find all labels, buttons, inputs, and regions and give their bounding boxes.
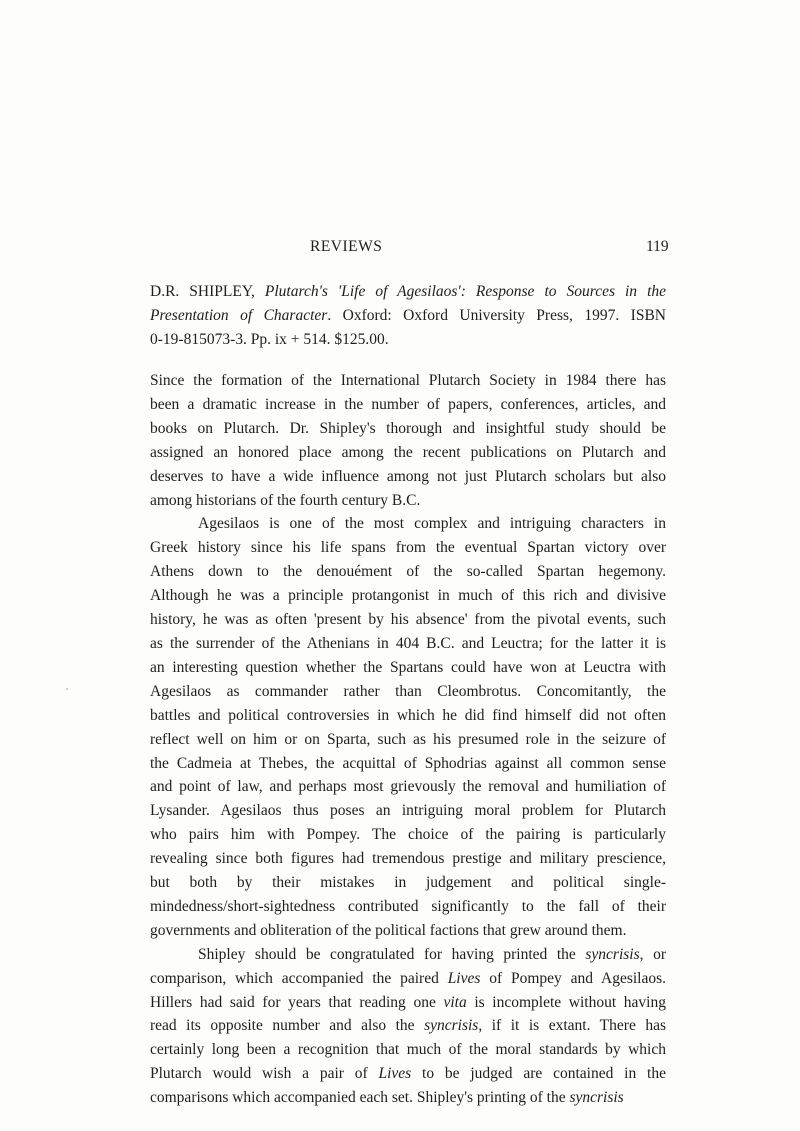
scan-speck [66, 688, 68, 690]
text-line: Although he was a principle protangonist in much of this rich and divisive [150, 587, 666, 605]
text-line: among historians of the fourth century B.C. [150, 491, 421, 509]
text-line: certainly long been a recognition that much of the moral standards by which [150, 1041, 666, 1059]
text-line: Greek history since his life spans from the eventual Spartan victory over [150, 539, 666, 557]
text-line: battles and political controversies in which he did find himself did not often [150, 706, 666, 724]
text-line: comparisons which accompanied each set. Shipley's printing of the syncrisis [150, 1089, 624, 1107]
text-line: Athens down to the denouément of the so-called Spartan hegemony. [150, 563, 666, 581]
text-line: Shipley should be congratulated for having printed the syncrisis, or [198, 945, 667, 963]
text-line: revealing since both figures had tremendous prestige and military prescience, [150, 850, 666, 868]
text-line: Hillers had said for years that reading one vita is incomplete without having [150, 993, 666, 1011]
text-line: as the surrender of the Athenians in 404 B.C. and Leuctra; for the latter it is [150, 634, 666, 652]
text-line: governments and obliteration of the political factions that grew around them. [150, 921, 627, 939]
citation-publisher: . Oxford: Oxford University Press, 1997. ISBN [327, 306, 666, 324]
text-line: but both by their mistakes in judgement and political single- [150, 874, 666, 892]
text-line: Plutarch would wish a pair of Lives to be judged are contained in the [150, 1065, 666, 1083]
text-line: Agesilaos is one of the most complex and intriguing characters in [198, 515, 666, 533]
text-line: read its opposite number and also the syncrisis, if it is extant. There has [150, 1017, 666, 1035]
text-line: been a dramatic increase in the number of papers, conferences, articles, and [150, 395, 666, 413]
paragraph [150, 512, 666, 942]
citation-line: 0-19-815073-3. Pp. ix + 514. $125.00. [150, 330, 389, 348]
paragraph [150, 369, 666, 512]
citation-title: Presentation of Character [150, 306, 328, 324]
text-line: history, he was as often 'present by his absence' from the pivotal events, such [150, 611, 666, 629]
text-line: Lysander. Agesilaos thus poses an intriguing moral problem for Plutarch [150, 802, 666, 820]
text-line: Agesilaos as commander rather than Cleombrotus. Concomitantly, the [150, 682, 666, 700]
text-line: an interesting question whether the Spartans could have won at Leuctra with [150, 658, 666, 676]
text-line: assigned an honored place among the recent publications on Plutarch and [150, 443, 666, 461]
citation-line [150, 304, 666, 328]
text-line: deserves to have a wide influence among not just Plutarch scholars but also [150, 467, 666, 485]
paragraph [150, 943, 666, 1110]
running-header: REVIEWS [310, 238, 383, 255]
text-line: reflect well on him or on Sparta, such as his presumed role in the seizure of [150, 730, 666, 748]
citation-author: D.R. SHIPLEY, [150, 283, 255, 300]
text-line: books on Plutarch. Dr. Shipley's thorough and insightful study should be [150, 419, 666, 437]
text-line: Since the formation of the International Plutarch Society in 1984 there has [150, 372, 666, 389]
text-line: the Cadmeia at Thebes, the acquittal of Sphodrias against all common sense [150, 754, 666, 772]
review-body [150, 369, 666, 1110]
text-line: mindedness/short-sightedness contributed significantly to the fall of their [150, 897, 666, 915]
text-line: comparison, which accompanied the paired Lives of Pompey and Agesilaos. [150, 969, 667, 987]
book-citation [150, 280, 666, 352]
text-line: who pairs him with Pompey. The choice of the pairing is particularly [150, 826, 666, 844]
text-line: and point of law, and perhaps most grievously the removal and humiliation of [150, 778, 666, 796]
page-number: 119 [646, 238, 669, 255]
citation-title: Plutarch's 'Life of Agesilaos': Response to Sources in the [264, 283, 667, 300]
citation-line [150, 280, 666, 304]
